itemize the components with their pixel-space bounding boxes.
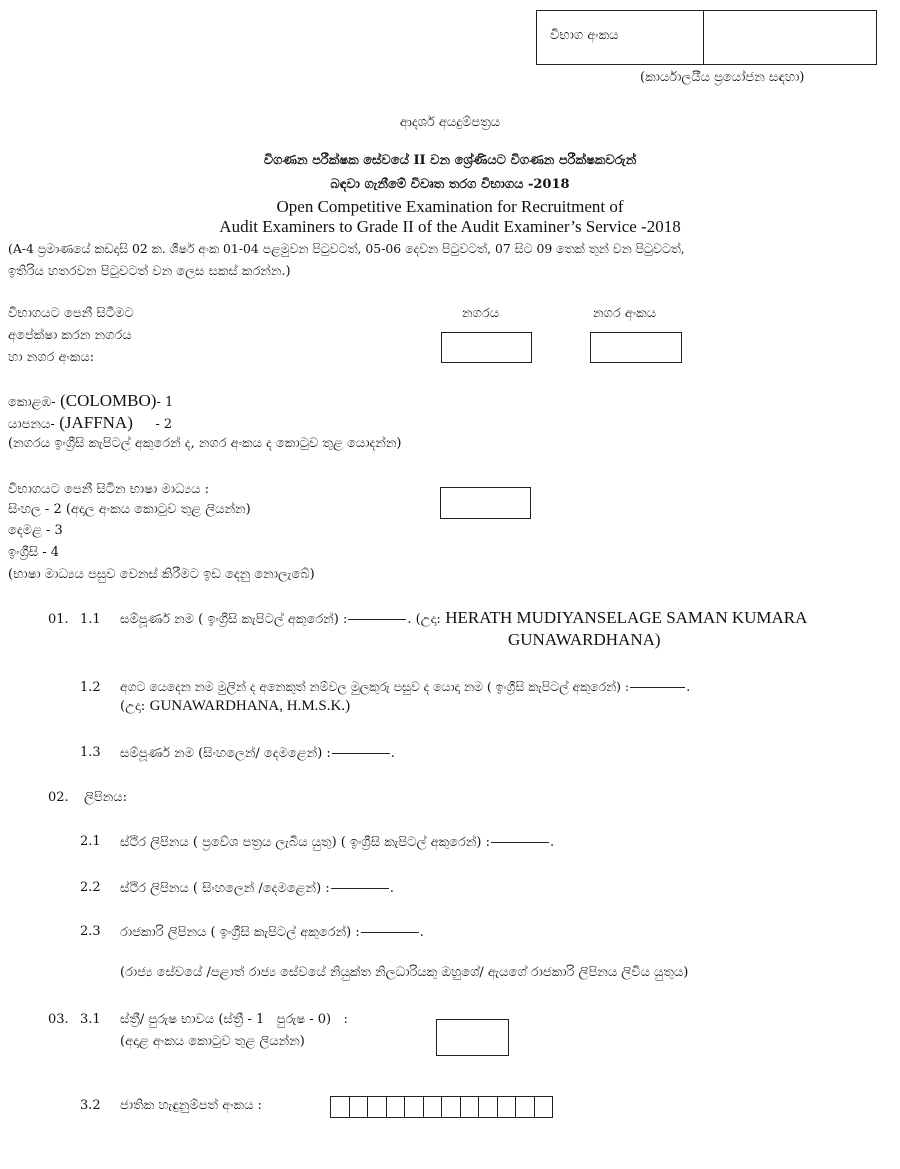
- question-2-1-label: ස්ථිර ලිපිනය ( ප්‍රවේශ පත්‍රය ලැබිය යුතු) ( ඉංග්‍රීසි කැපිටල් අකුරෙන්) :: [120, 835, 490, 850]
- language-option-english: ඉංග්‍රීසි - 4: [8, 545, 60, 560]
- city-input-box[interactable]: [441, 332, 532, 363]
- question-1-1-example-2: GUNAWARDHANA): [508, 630, 661, 649]
- question-3-1-number: 3.1: [80, 1012, 101, 1027]
- question-3-1-note: (අදාළ අංකය කොටුව තුළ ලියන්න): [120, 1034, 305, 1049]
- nic-digit-box[interactable]: [349, 1096, 369, 1118]
- jaffna-code: - 2: [155, 417, 173, 432]
- question-1-2-number: 1.2: [80, 680, 101, 695]
- question-1-1-label: සම්පූර්ණ නම ( ඉංග්‍රීසි කැපිටල් අකුරෙන්) :: [120, 612, 348, 627]
- question-3-2-number: 3.2: [80, 1098, 101, 1113]
- exam-title-english-1: Open Competitive Examination for Recruitment of: [276, 197, 624, 216]
- jaffna-sinhala: යාපනය-: [8, 417, 55, 432]
- language-option-sinhala: සිංහල - 2 (අදාල අංකය කොටුව තුළ ලියන්න): [8, 502, 251, 517]
- question-1-1-example: HERATH MUDIYANSELAGE SAMAN KUMARA: [445, 608, 808, 627]
- name-with-initials-line[interactable]: [630, 687, 685, 688]
- colombo-english: (COLOMBO): [60, 391, 157, 410]
- language-medium-label: විභාගයට පෙනී සිටින භාෂා මාධ්‍යය :: [8, 482, 209, 497]
- question-1-2: අගට යෙදෙන නම මුලින් ද අනෙකුත් නම්වල මුලකුරු පසුව ද යොදා නම ( ඉංග්‍රීසි කැපිටල් අකුරෙන්) : .: [120, 679, 691, 695]
- exam-number-label: විභාග අංකය: [550, 28, 619, 43]
- question-1-2-example-prefix: (උදා:: [120, 699, 146, 714]
- exam-title-sinhala-2: බඳවා ගැනීමේ විවෘත තරග විභාගය -2018: [330, 177, 570, 192]
- nic-digit-box[interactable]: [404, 1096, 424, 1118]
- nic-digit-box[interactable]: [441, 1096, 461, 1118]
- section-2-title: ලිපිනය:: [84, 790, 128, 805]
- nic-number-boxes: [330, 1096, 552, 1118]
- exam-city-label-1: විභාගයට පෙනී සිටීමට: [8, 306, 134, 321]
- question-1-3-number: 1.3: [80, 745, 101, 760]
- nic-digit-box[interactable]: [534, 1096, 554, 1118]
- full-name-english-line[interactable]: [348, 619, 406, 620]
- exam-title-sinhala-1: විගණන පරීක්ෂක සේවයේ II වන ශ්‍රේණියට විගණන පරීක්ෂකවරුන්: [263, 153, 637, 168]
- city-column-heading: නගරය: [462, 306, 500, 321]
- gender-input-box[interactable]: [436, 1019, 509, 1056]
- question-1-1-example-prefix: . (උදා:: [407, 612, 441, 627]
- question-3-2-label: ජාතික හැඳුනුම්පත් අංකය :: [120, 1098, 262, 1113]
- language-option-tamil: දෙමළ - 3: [8, 523, 63, 538]
- office-use-note: (කාර්යාලයීය ප්‍රයෝජන සඳහා): [640, 70, 805, 85]
- format-instruction-2: ඉතිරිය හතරවන පිටුවටත් වන ලෙස සකස් කරන්න.): [8, 264, 291, 279]
- jaffna-english: (JAFFNA): [59, 413, 133, 432]
- question-1-1: [120, 608, 807, 628]
- exam-city-label-2: අපේක්ෂා කරන නගරය: [8, 328, 132, 343]
- city-code-input-box[interactable]: [590, 332, 682, 363]
- section-3-number: 03.: [48, 1012, 69, 1027]
- city-option-colombo: [8, 391, 173, 411]
- nic-digit-box[interactable]: [460, 1096, 480, 1118]
- official-address-line[interactable]: [361, 932, 419, 933]
- question-1-3-label: සම්පූර්ණ නම (සිංහලෙන්/ දෙමළෙන්) :: [120, 746, 331, 761]
- question-1-2-label: අගට යෙදෙන නම මුලින් ද අනෙකුත් නම්වල මුලකුරු පසුව ද යොදා නම ( ඉංග්‍රීසි කැපිටල් අකුරෙන්) :: [120, 679, 630, 694]
- nic-digit-box[interactable]: [515, 1096, 535, 1118]
- section-2-number: 02.: [48, 790, 69, 805]
- colombo-sinhala: කොළඹ-: [8, 395, 56, 410]
- permanent-address-sinhala-tamil-line[interactable]: [331, 888, 389, 889]
- section-1-number: 01.: [48, 612, 69, 627]
- nic-digit-box[interactable]: [478, 1096, 498, 1118]
- nic-digit-box[interactable]: [423, 1096, 443, 1118]
- language-medium-note: (භාෂා මාධ්‍යය පසුව වෙනස් කිරීමට ඉඩ දෙනු නොලැබේ): [8, 567, 315, 582]
- question-2-3: රාජකාරි ලිපිනය ( ඉංග්‍රීසි කැපිටල් අකුරෙන්) : .: [120, 925, 424, 940]
- exam-city-note: (නගරය ඉංග්‍රීසි කැපිටල් අකුරෙන් ද, නගර අංකය ද කොටුව තුළ යොදන්න): [8, 436, 402, 451]
- nic-digit-box[interactable]: [497, 1096, 517, 1118]
- question-1-2-example: GUNAWARDHANA, H.M.S.K.): [149, 698, 351, 714]
- question-3-1-label: ස්ත්‍රී/ පුරුෂ භාවය (ස්ත්‍රී - 1 පුරුෂ - 0) :: [120, 1012, 348, 1027]
- full-name-sinhala-tamil-line[interactable]: [332, 753, 390, 754]
- exam-title-english-2: Audit Examiners to Grade II of the Audit Examiner’s Service -2018: [219, 217, 681, 236]
- question-2-2-label: ස්ථිර ලිපිනය ( සිංහලෙන් /දෙමළෙන්) :: [120, 881, 330, 896]
- colombo-code: - 1: [156, 395, 174, 410]
- question-2-3-number: 2.3: [80, 924, 101, 939]
- question-1-3: සම්පූර්ණ නම (සිංහලෙන්/ දෙමළෙන්) : .: [120, 746, 395, 761]
- nic-digit-box[interactable]: [386, 1096, 406, 1118]
- exam-number-input[interactable]: [704, 11, 876, 64]
- question-2-1-number: 2.1: [80, 834, 101, 849]
- city-option-jaffna: [8, 413, 172, 433]
- exam-city-label-3: හා නගර අංකය:: [8, 350, 95, 365]
- question-2-2-number: 2.2: [80, 880, 101, 895]
- question-2-2: ස්ථිර ලිපිනය ( සිංහලෙන් /දෙමළෙන්) : .: [120, 881, 394, 896]
- question-1-1-number: 1.1: [80, 612, 101, 627]
- question-2-3-note: (රාජ්‍ය සේවයේ /පළාත් රාජ්‍ය සේවයේ නියුක්ත නිලධාරියකු ඔහුගේ/ ඇයගේ රාජකාරි ලිපිනය ලිවිය යුතුය): [120, 965, 689, 980]
- question-2-3-label: රාජකාරි ලිපිනය ( ඉංග්‍රීසි කැපිටල් අකුරෙන්) :: [120, 925, 360, 940]
- model-application-title: ආදර්ශ අයදුම්පත්‍රය: [399, 115, 501, 130]
- question-1-2-example-row: [120, 698, 350, 715]
- format-instruction-1: (A-4 ප්‍රමාණයේ කඩදාසි 02 ක. ශීර්ෂ අංක 01-04 පළමුවන පිටුවටත්, 05-06 දෙවන පිටුවටත්, 07 සිට 09 තෙක් තුන් වන පිටුවටත්,: [8, 241, 685, 256]
- nic-digit-box[interactable]: [330, 1096, 350, 1118]
- permanent-address-english-line[interactable]: [491, 842, 549, 843]
- city-code-column-heading: නගර අංකය: [593, 306, 657, 321]
- nic-digit-box[interactable]: [367, 1096, 387, 1118]
- language-medium-input-box[interactable]: [440, 487, 531, 519]
- question-2-1: ස්ථිර ලිපිනය ( ප්‍රවේශ පත්‍රය ලැබිය යුතු) ( ඉංග්‍රීසි කැපිටල් අකුරෙන්) : .: [120, 835, 555, 850]
